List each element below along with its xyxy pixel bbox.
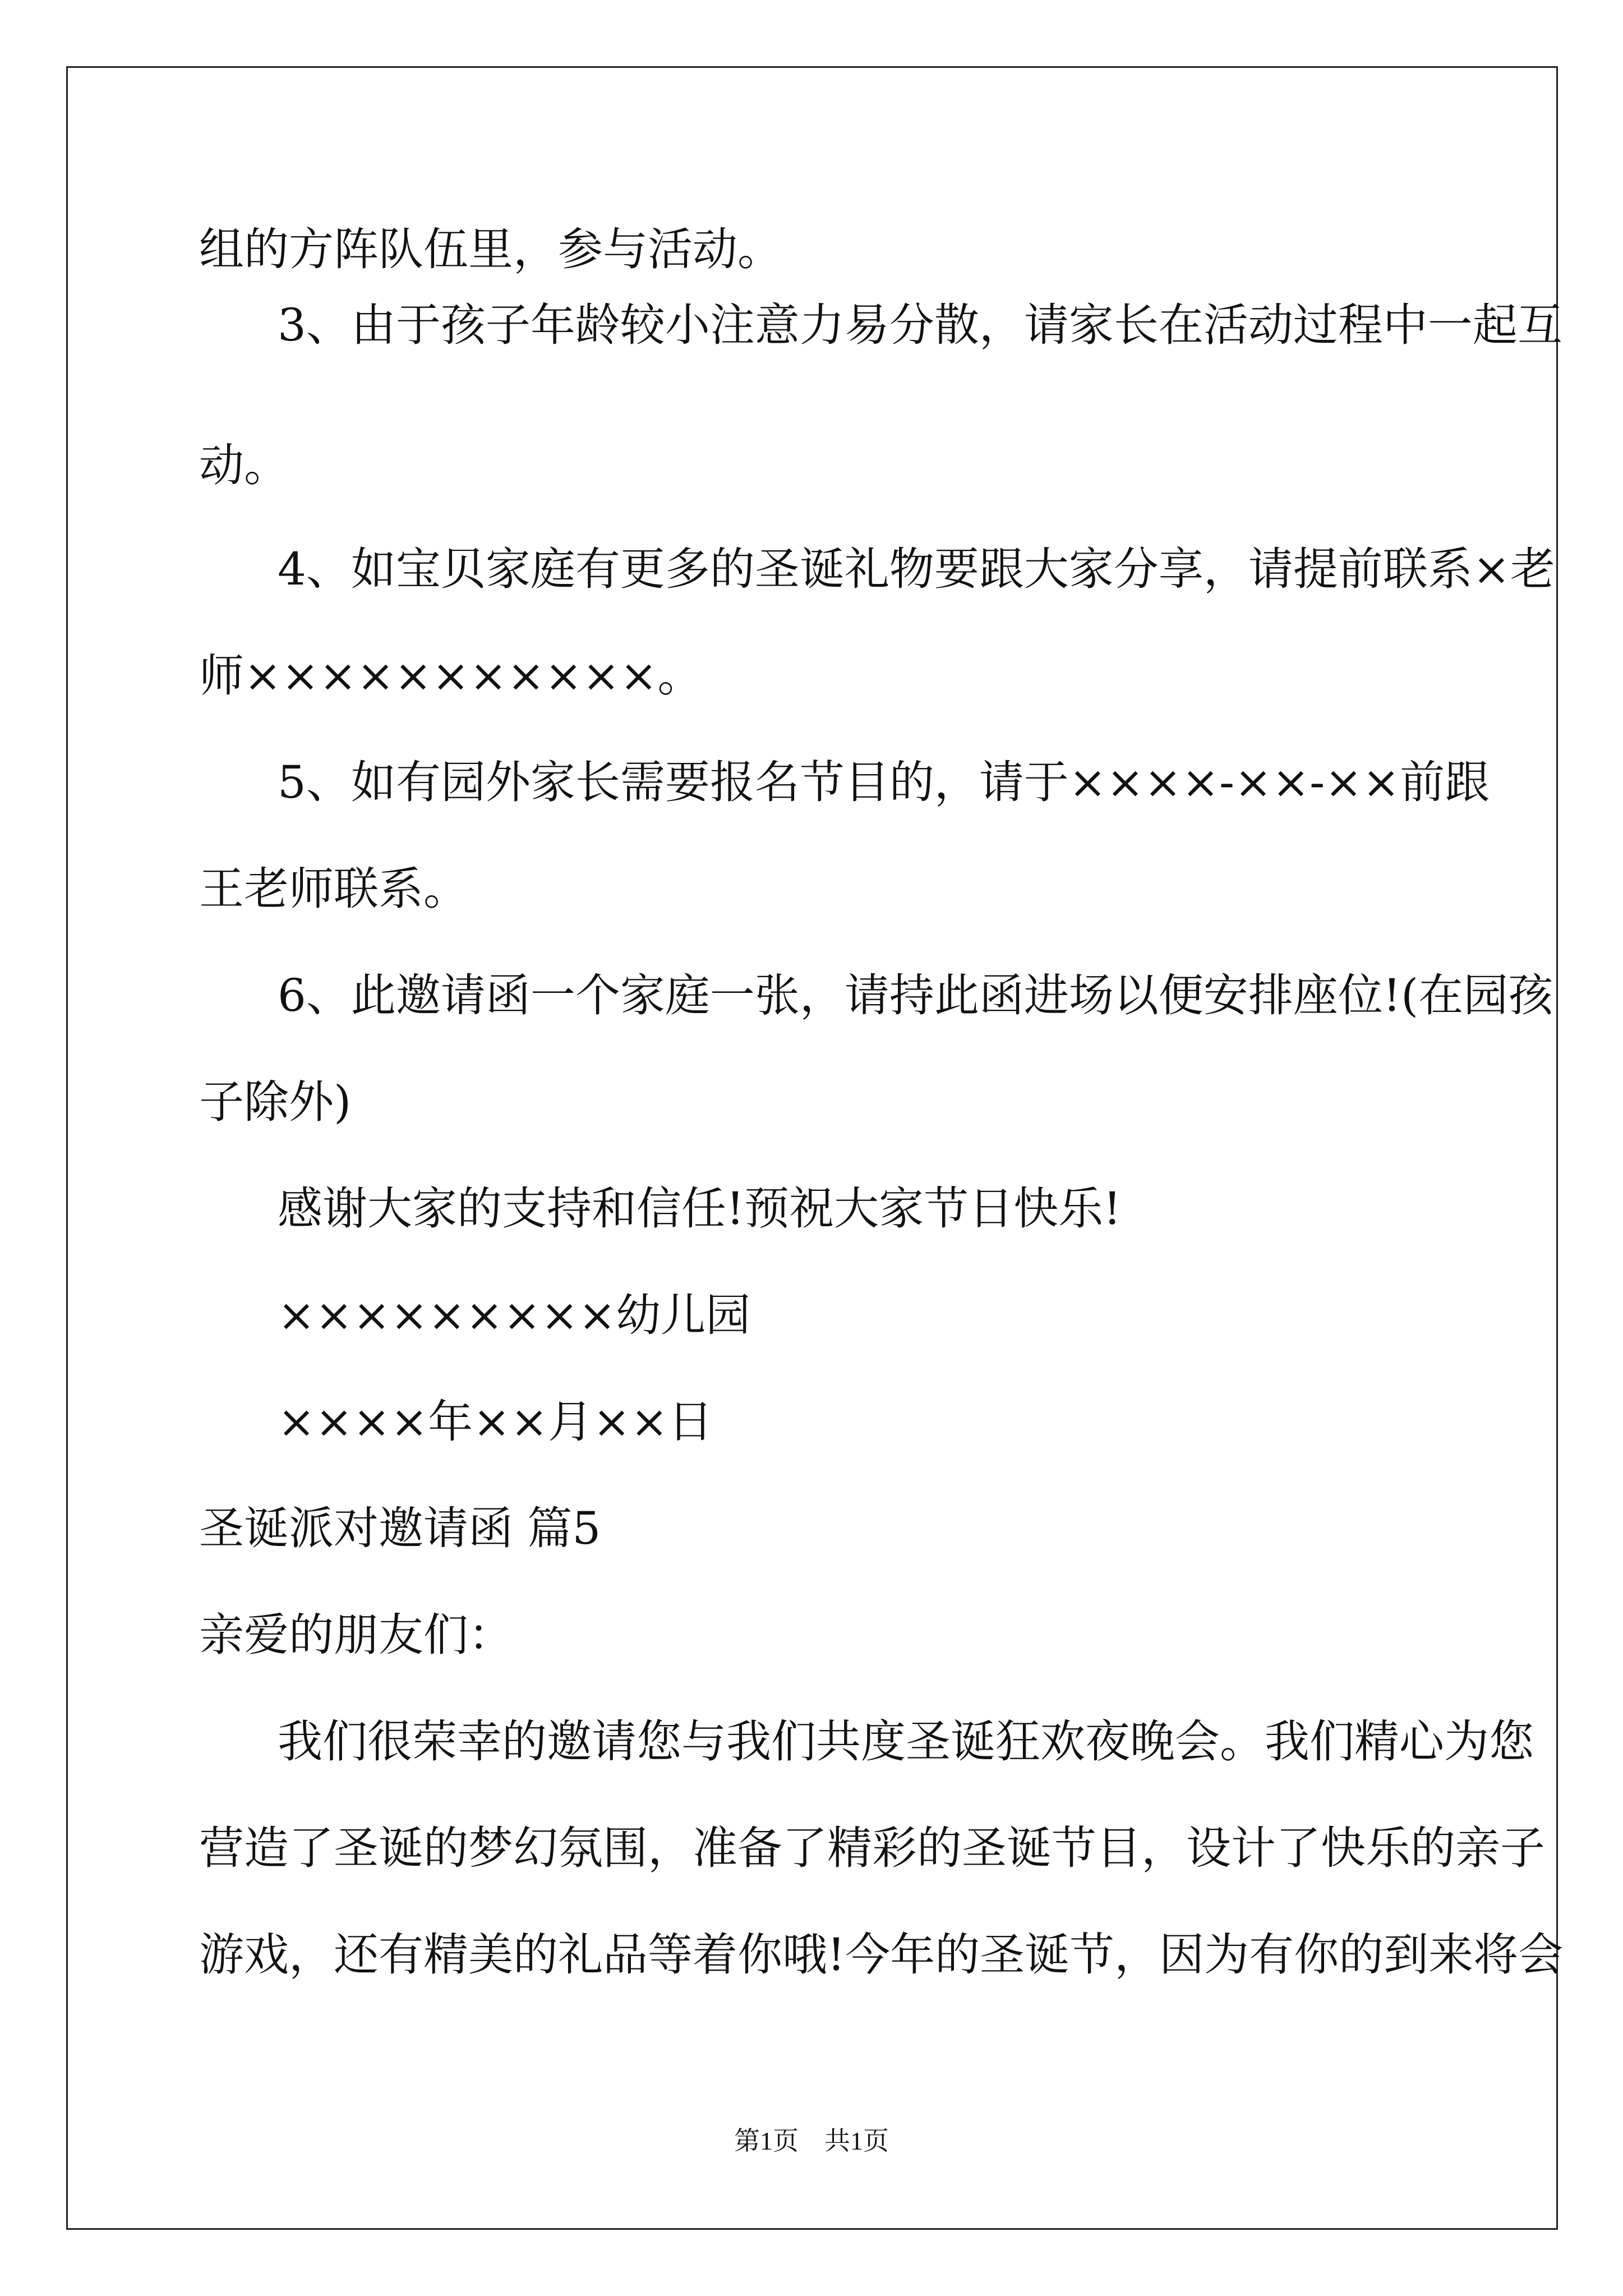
paragraph-line: 6、此邀请函一个家庭一张，请持此函进场以便安排座位!(在园孩 — [278, 969, 1553, 1022]
section-heading: 圣诞派对邀请函 篇5 — [199, 1502, 601, 1554]
paragraph-line: 感谢大家的支持和信任!预祝大家节日快乐! — [278, 1182, 1122, 1235]
paragraph-line: 5、如有园外家长需要报名节目的，请于××××-××-××前跟 — [278, 756, 1490, 808]
page-border — [66, 66, 1564, 2230]
signature-date: ××××年××月××日 — [278, 1396, 713, 1448]
paragraph-line: 我们很荣幸的邀请您与我们共度圣诞狂欢夜晚会。我们精心为您 — [278, 1715, 1534, 1768]
salutation: 亲爱的朋友们： — [199, 1609, 513, 1661]
paragraph-line: 动。 — [199, 439, 289, 491]
paragraph-line: 4、如宝贝家庭有更多的圣诞礼物要跟大家分享，请提前联系×老 — [278, 543, 1555, 595]
signature-kindergarten: ×××××××××幼儿园 — [278, 1289, 751, 1341]
paragraph-line: 游戏，还有精美的礼品等着你哦!今年的圣诞节，因为有你的到来将会 — [199, 1929, 1564, 1981]
paragraph-line: 子除外) — [199, 1076, 352, 1128]
paragraph-line: 王老师联系。 — [199, 863, 468, 915]
page-footer: 第1页 共1页 — [734, 2127, 889, 2155]
paragraph-line: 3、由于孩子年龄较小注意力易分散，请家长在活动过程中一起互 — [278, 299, 1562, 351]
paragraph-line: 组的方阵队伍里，参与活动。 — [199, 223, 782, 275]
paragraph-line: 营造了圣诞的梦幻氛围，准备了精彩的圣诞节目，设计了快乐的亲子 — [199, 1822, 1545, 1874]
paragraph-line: 师×××××××××××。 — [199, 650, 703, 702]
